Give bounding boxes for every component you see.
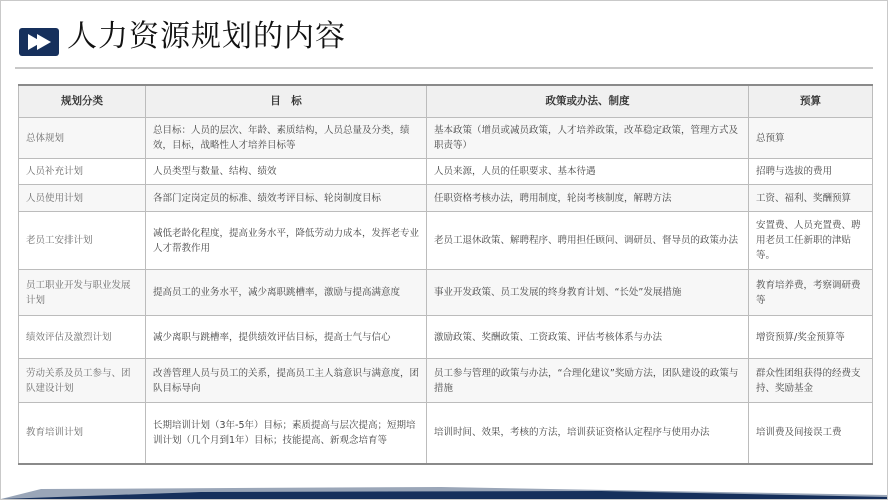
header-category: 规划分类 bbox=[19, 85, 146, 118]
table-row bbox=[19, 212, 873, 270]
cell-budget: 教育培养费，考察调研费等 bbox=[749, 270, 873, 316]
cell-goal: 提高员工的业务水平，减少离职跳槽率，激励与提高满意度 bbox=[146, 270, 427, 316]
table-row bbox=[19, 185, 873, 212]
table-row bbox=[19, 403, 873, 464]
cell-policy: 激励政策、奖酬政策、工资政策、评估考核体系与办法 bbox=[427, 316, 749, 359]
cell-goal: 减低老龄化程度，提高业务水平，降低劳动力成本，发挥老专业人才帮教作用 bbox=[146, 212, 427, 270]
cell-policy: 基本政策（增员或减员政策，人才培养政策，改革稳定政策，管理方式及职责等） bbox=[427, 118, 749, 159]
cell-budget: 工资、福利、奖酬预算 bbox=[749, 185, 873, 212]
cell-budget: 安置费、人员充置费、聘用老员工任新职的津贴等。 bbox=[749, 212, 873, 270]
cell-category: 员工职业开发与职业发展计划 bbox=[19, 270, 146, 316]
title-divider bbox=[15, 67, 873, 69]
cell-budget: 总预算 bbox=[749, 118, 873, 159]
header-budget: 预算 bbox=[749, 85, 873, 118]
table-header-row bbox=[19, 85, 873, 118]
cell-category: 绩效评估及激烈计划 bbox=[19, 316, 146, 359]
cell-category: 人员补充计划 bbox=[19, 159, 146, 185]
cell-policy: 老员工退休政策、解聘程序、聘用担任顾问、调研员、督导员的政策办法 bbox=[427, 212, 749, 270]
cell-goal: 减少离职与跳槽率，提供绩效评估目标，提高士气与信心 bbox=[146, 316, 427, 359]
play-arrow-icon bbox=[19, 28, 59, 56]
header-policy: 政策或办法、制度 bbox=[427, 85, 749, 118]
cell-goal: 改善管理人员与员工的关系，提高员工主人翁意识与满意度，团队目标导向 bbox=[146, 359, 427, 403]
cell-budget: 培训费及间接误工费 bbox=[749, 403, 873, 464]
table-row bbox=[19, 118, 873, 159]
table-row bbox=[19, 359, 873, 403]
cell-goal: 总目标：人员的层次、年龄、素质结构，人员总量及分类，绩效，目标，战略性人才培养目标等 bbox=[146, 118, 427, 159]
cell-category: 总体规划 bbox=[19, 118, 146, 159]
cell-goal: 长期培训计划（3年-5年）目标；素质提高与层次提高；短期培训计划（几个月到1年）目标；技能提高、新观念培育等 bbox=[146, 403, 427, 464]
cell-policy: 员工参与管理的政策与办法，“合理化建议”奖励方法，团队建设的政策与措施 bbox=[427, 359, 749, 403]
table-row bbox=[19, 159, 873, 185]
cell-policy: 任职资格考核办法，聘用制度，轮岗考核制度，解聘方法 bbox=[427, 185, 749, 212]
cell-goal: 人员类型与数量、结构、绩效 bbox=[146, 159, 427, 185]
cell-policy: 人员来源，人员的任职要求、基本待遇 bbox=[427, 159, 749, 185]
cell-budget: 群众性团组获得的经费支持、奖励基金 bbox=[749, 359, 873, 403]
bottom-decoration bbox=[1, 483, 888, 499]
cell-category: 人员使用计划 bbox=[19, 185, 146, 212]
cell-budget: 招聘与选拔的费用 bbox=[749, 159, 873, 185]
table-row bbox=[19, 316, 873, 359]
table-row bbox=[19, 270, 873, 316]
cell-policy: 事业开发政策、员工发展的终身教育计划、“长处”发展措施 bbox=[427, 270, 749, 316]
cell-policy: 培训时间、效果，考核的方法，培训获证资格认定程序与使用办法 bbox=[427, 403, 749, 464]
cell-category: 老员工安排计划 bbox=[19, 212, 146, 270]
cell-goal: 各部门定岗定员的标准、绩效考评目标、轮岗制度目标 bbox=[146, 185, 427, 212]
header-goal: 目 标 bbox=[146, 85, 427, 118]
cell-category: 教育培训计划 bbox=[19, 403, 146, 464]
cell-category: 劳动关系及员工参与、团队建设计划 bbox=[19, 359, 146, 403]
page-title: 人力资源规划的内容 bbox=[67, 19, 346, 54]
hr-plan-table bbox=[18, 84, 873, 465]
cell-budget: 增资预算/奖金预算等 bbox=[749, 316, 873, 359]
